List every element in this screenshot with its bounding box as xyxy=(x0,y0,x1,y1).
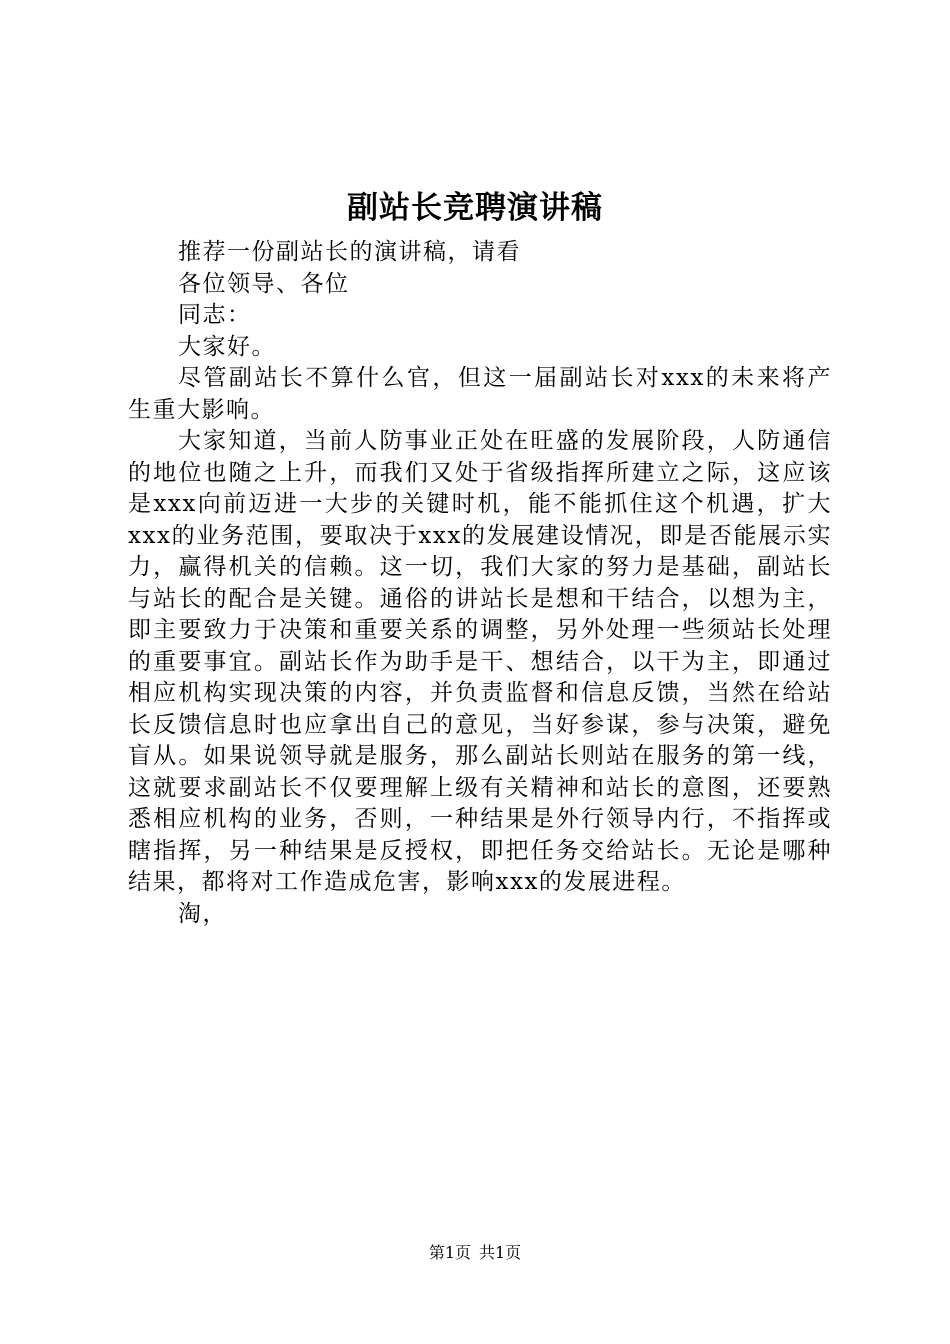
page-footer xyxy=(0,1241,950,1265)
page-total: 共1页 xyxy=(479,1243,522,1262)
document-title: 副站长竞聘演讲稿 xyxy=(347,190,603,226)
paragraph-salutation: 各位领导、各位 xyxy=(178,270,350,297)
paragraph-greeting: 大家好。 xyxy=(178,333,276,360)
document-body xyxy=(128,237,832,930)
paragraph-intro: 推荐一份副站长的演讲稿，请看 xyxy=(178,239,521,265)
paragraph-main: 大家知道，当前人防事业正处在旺盛的发展阶段，人防通信的地位也随之上升，而我们又处于省级指挥所建立之际，这应该是xxx向前迈进一大步的关键时机，能不能抓住这个机遇，扩大xxx的业务范围，要取决于xxx的发展建设情况，即是否能展示实力，赢得机关的信赖。这一切，我们大家的努力是基础，副站长与站长的配合是关键。通俗的讲站长是想和干结合，以想为主，即主要致力于决策和重要关系的调整，另外处理一些须站长处理的重要事宜。副站长作为助手是干、想结合，以干为主，即通过相应机构实现决策的内容，并负责监督和信息反馈，当然在给站长反馈信息时也应拿出自己的意见，当好参谋，参与决策，避免盲从。如果说领导就是服务，那么副站长则站在服务的第一线，这就要求副站长不仅要理解上级有关精神和站长的意图，还要熟悉相应机构的业务，否则，一种结果是外行领导内行，不指挥或瞎指挥，另一种结果是反授权，即把任务交给站长。无论是哪种结果，都将对工作造成危害，影响xxx的发展进程。 xyxy=(128,428,832,895)
paragraph-salutation-cont: 同志： xyxy=(178,302,252,328)
page-number: 第1页 xyxy=(428,1243,471,1262)
paragraph-closing: 淘， xyxy=(178,900,227,927)
paragraph-opening: 尽管副站长不算什么官，但这一届副站长对xxx的未来将产生重大影响。 xyxy=(128,365,832,423)
